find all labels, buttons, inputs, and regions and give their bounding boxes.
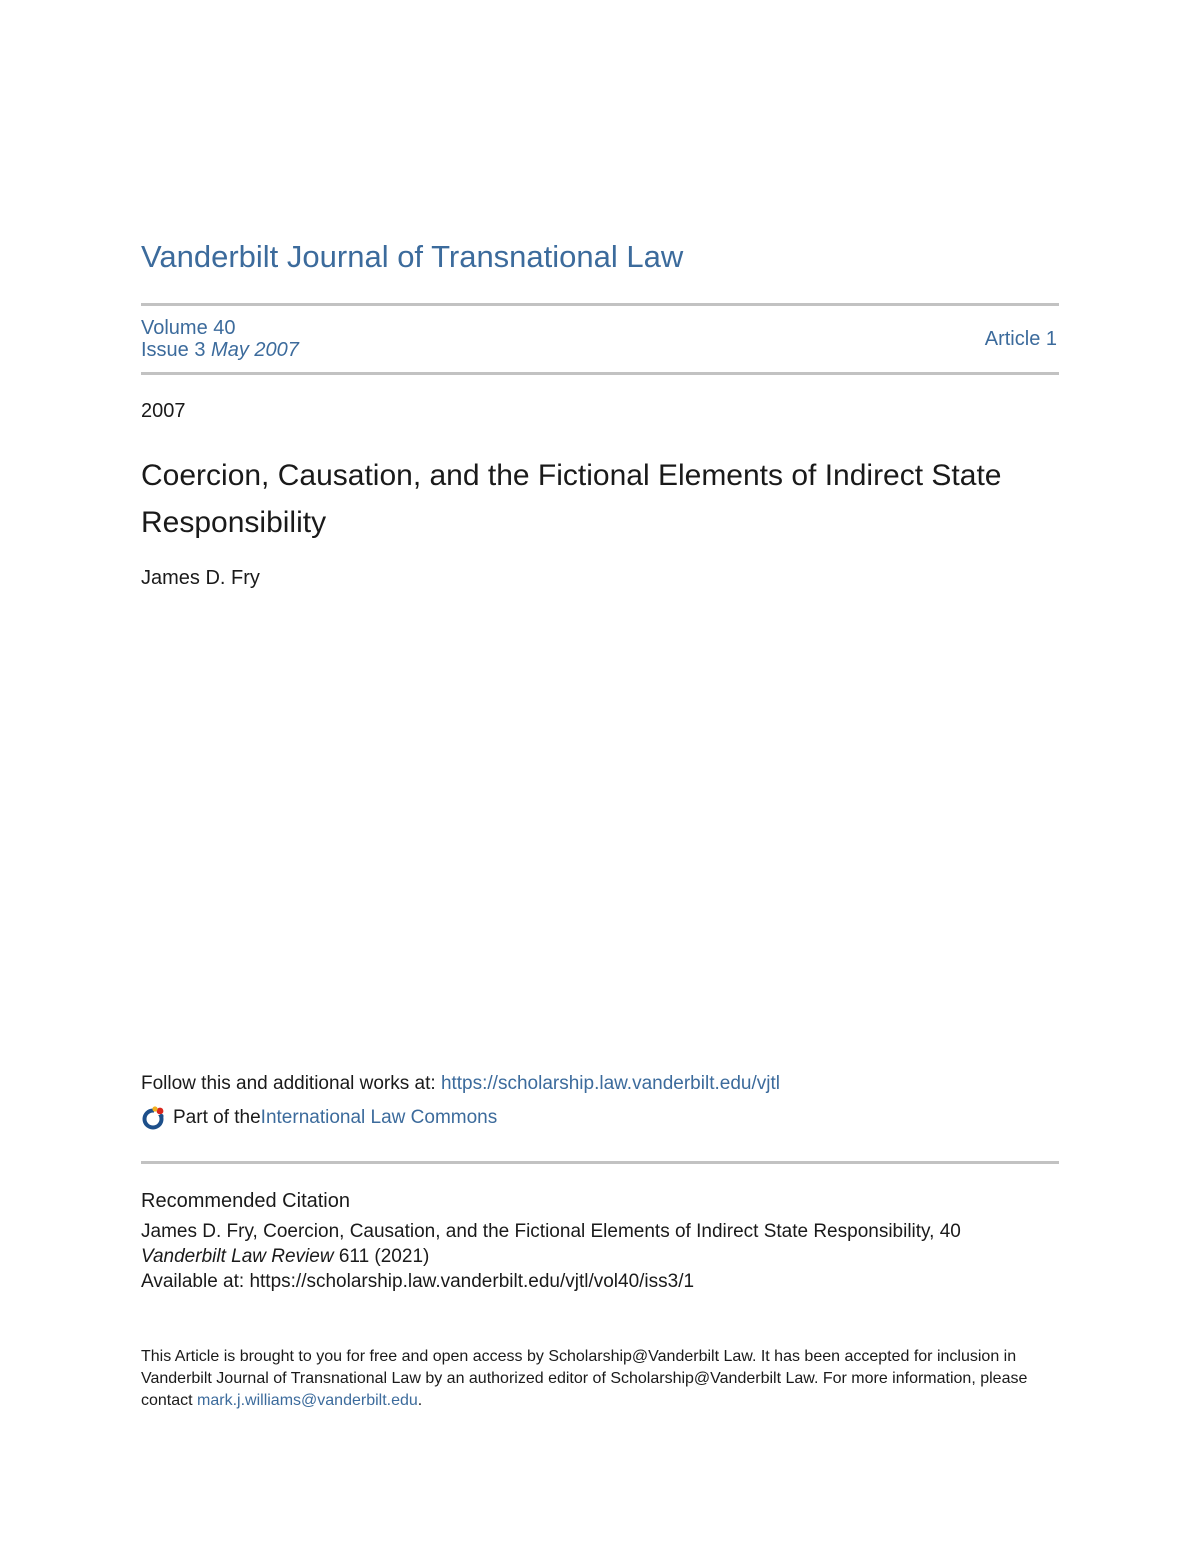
middle-divider: [141, 372, 1059, 375]
bepress-commons-icon: [141, 1104, 169, 1132]
article-title: Coercion, Causation, and the Fictional Elements of Indirect State Responsibility: [141, 459, 1002, 539]
author-name: James D. Fry: [141, 567, 260, 589]
citation-text: James D. Fry, Coercion, Causation, and the Fictional Elements of Indirect State Responsibility, 40: [141, 1221, 961, 1242]
volume-issue-block: [141, 317, 299, 361]
issue-date: May 2007: [211, 339, 299, 361]
issue-link[interactable]: Issue 3: [141, 339, 206, 361]
international-law-commons-link[interactable]: International Law Commons: [260, 1107, 498, 1128]
recommended-citation-heading: Recommended Citation: [141, 1190, 350, 1212]
footer-note: [141, 1346, 1031, 1412]
citation-available: Available at: https://scholarship.law.vanderbilt.edu/vjtl/vol40/iss3/1: [141, 1271, 695, 1292]
repository-url-link[interactable]: https://scholarship.law.vanderbilt.edu/vjtl: [440, 1073, 780, 1094]
article-number-link[interactable]: Article 1: [984, 328, 1057, 350]
footer-text: This Article is brought to you for free and open access by Scholarship@Vanderbilt Law. It has been accepted for inclusion in Vanderbilt Journal of Transnational Law by an authorized editor of Scholarship@Vanderbilt Law. For more information, please contact: [141, 1348, 1028, 1409]
bottom-divider: [141, 1161, 1059, 1164]
part-of-line: [141, 1104, 497, 1132]
publication-year: 2007: [141, 400, 186, 422]
journal-title-link[interactable]: Vanderbilt Journal of Transnational Law: [141, 239, 684, 274]
follow-prefix: Follow this and additional works at:: [141, 1073, 441, 1094]
volume-link[interactable]: Volume 40: [141, 317, 236, 339]
contact-email-link[interactable]: mark.j.williams@vanderbilt.edu: [197, 1392, 418, 1409]
citation-pages: 611 (2021): [333, 1246, 430, 1267]
top-divider: [141, 303, 1059, 306]
footer-end: .: [417, 1392, 423, 1409]
citation-journal: Vanderbilt Law Review: [141, 1246, 334, 1267]
citation-body: [141, 1219, 1059, 1294]
part-of-prefix: Part of the: [173, 1107, 261, 1128]
citation-journal-line: [141, 1244, 1059, 1269]
follow-line: [141, 1073, 780, 1095]
